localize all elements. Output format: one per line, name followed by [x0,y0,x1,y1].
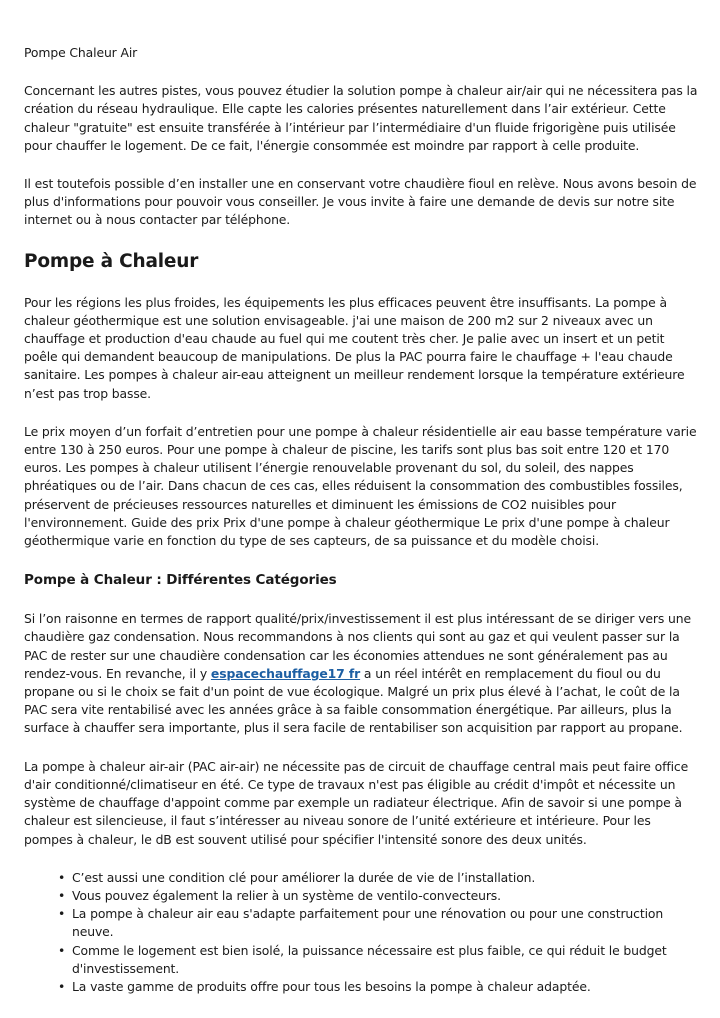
paragraph-intro: Concernant les autres pistes, vous pouvez étudier la solution pompe à chaleur air/air qui ne nécessitera pas la création du réseau hydraulique. Elle capte les calories présentes naturellement dans l’air extérieur. Cette chaleur "gratuite" est ensuite transférée à l’intérieur par l’intermédiaire d'un fluide frigorigène puis utilisée pour chauffer le logement. De ce fait, l'énergie consommée est moindre par rapport à celle produite. [24,83,698,153]
list-item: • Vous pouvez également la relier à un système de ventilo-convecteurs. [58,887,700,905]
paragraph-investment-text-after: a un réel intérêt en remplacement du fioul ou du propane ou si le choix se fait d'un point de vue écologique. Malgré un prix plus élevé à l’achat, le coût de la PAC sera vite rentabilisé avec les années grâce à sa faible consommation énergétique. Par ailleurs, plus la surface à chauffer sera importante, plus il sera facile de rentabiliser son acquisition par rapport au propane. [24,665,683,736]
bullet-list [24,869,700,996]
document-page [24,44,700,996]
section-heading: Pompe à Chaleur [24,250,199,272]
list-item: • C’est aussi une condition clé pour améliorer la durée de vie de l’installation. [58,869,700,887]
paragraph-cold-regions: Pour les régions les plus froides, les équipements les plus efficaces peuvent être insuffisants. La pompe à chaleur géothermique est une solution envisageable. j'ai une maison de 200 m2 sur 2 niveaux avec un chauffage et production d'eau chaude au fuel qui me coutent très cher. Je palie avec un insert et un petit poêle qui demandent beaucoup de manipulations. De plus la PAC pourra faire le chauffage + l'eau chaude sanitaire. Les pompes à chaleur air-eau atteignent un meilleur rendement lorsque la température extérieure n’est pas trop basse. [24,294,685,401]
espacechauffage-link[interactable]: espacechauffage17 fr [210,665,361,681]
paragraph-contact: Il est toutefois possible d’en installer une en conservant votre chaudière fioul en relève. Nous avons besoin de plus d'informations pour pouvoir vous conseiller. Je vous invite à faire une demande de devis sur notre site internet ou à nous contacter par téléphone. [24,176,697,228]
list-item: • Comme le logement est bien isolé, la puissance nécessaire est plus faible, ce qui réduit le budget d'investissement. [58,942,700,978]
paragraph-investment-text-before: Si l’on raisonne en termes de rapport qualité/prix/investissement il est plus intéressant de se diriger vers une chaudière gaz condensation. Nous recommandons à nos clients qui sont au gaz et qui veulent passer sur la PAC de rester sur une chaudière condensation car les économies attendues ne sont généralement pas au rendez-vous. En revanche, il y [24,611,692,681]
list-item: • La vaste gamme de produits offre pour tous les besoins la pompe à chaleur adaptée. [58,978,700,996]
paragraph-prices: Le prix moyen d’un forfait d’entretien pour une pompe à chaleur résidentielle air eau basse température varie entre 130 à 250 euros. Pour une pompe à chaleur de piscine, les tarifs sont plus bas soit entre 120 et 170 euros. Les pompes à chaleur utilisent l’énergie renouvelable provenant du sol, du soleil, des nappes phréatiques ou de l’air. Dans chacun de ces cas, elles réduisent la consommation des combustibles fossiles, préservent de précieuses ressources naturelles et diminuent les émissions de CO2 nuisibles pour l'environnement. Guide des prix Prix d'une pompe à chaleur géothermique Le prix d'une pompe à chaleur géothermique varie en fonction du type de ses capteurs, de sa puissance et du modèle choisi. [24,423,697,549]
document-top-title: Pompe Chaleur Air [24,45,138,60]
paragraph-investment [24,610,700,737]
subsection-heading: Pompe à Chaleur : Différentes Catégories [24,572,337,589]
list-item: • La pompe à chaleur air eau s'adapte parfaitement pour une rénovation ou pour une construction neuve. [58,905,700,941]
paragraph-air-air: La pompe à chaleur air-air (PAC air-air) ne nécessite pas de circuit de chauffage central mais peut faire office d'air conditionné/climatiseur en été. Ce type de travaux n'est pas éligible au crédit d'impôt et nécessite un système de chauffage d'appoint comme par exemple un radiateur électrique. Afin de savoir si une pompe à chaleur est silencieuse, il faut s’intéresser au niveau sonore de l’unité extérieure et intérieure. Pour les pompes à chaleur, le dB est souvent utilisé pour spécifier l'intensité sonore des deux unités. [24,758,689,847]
